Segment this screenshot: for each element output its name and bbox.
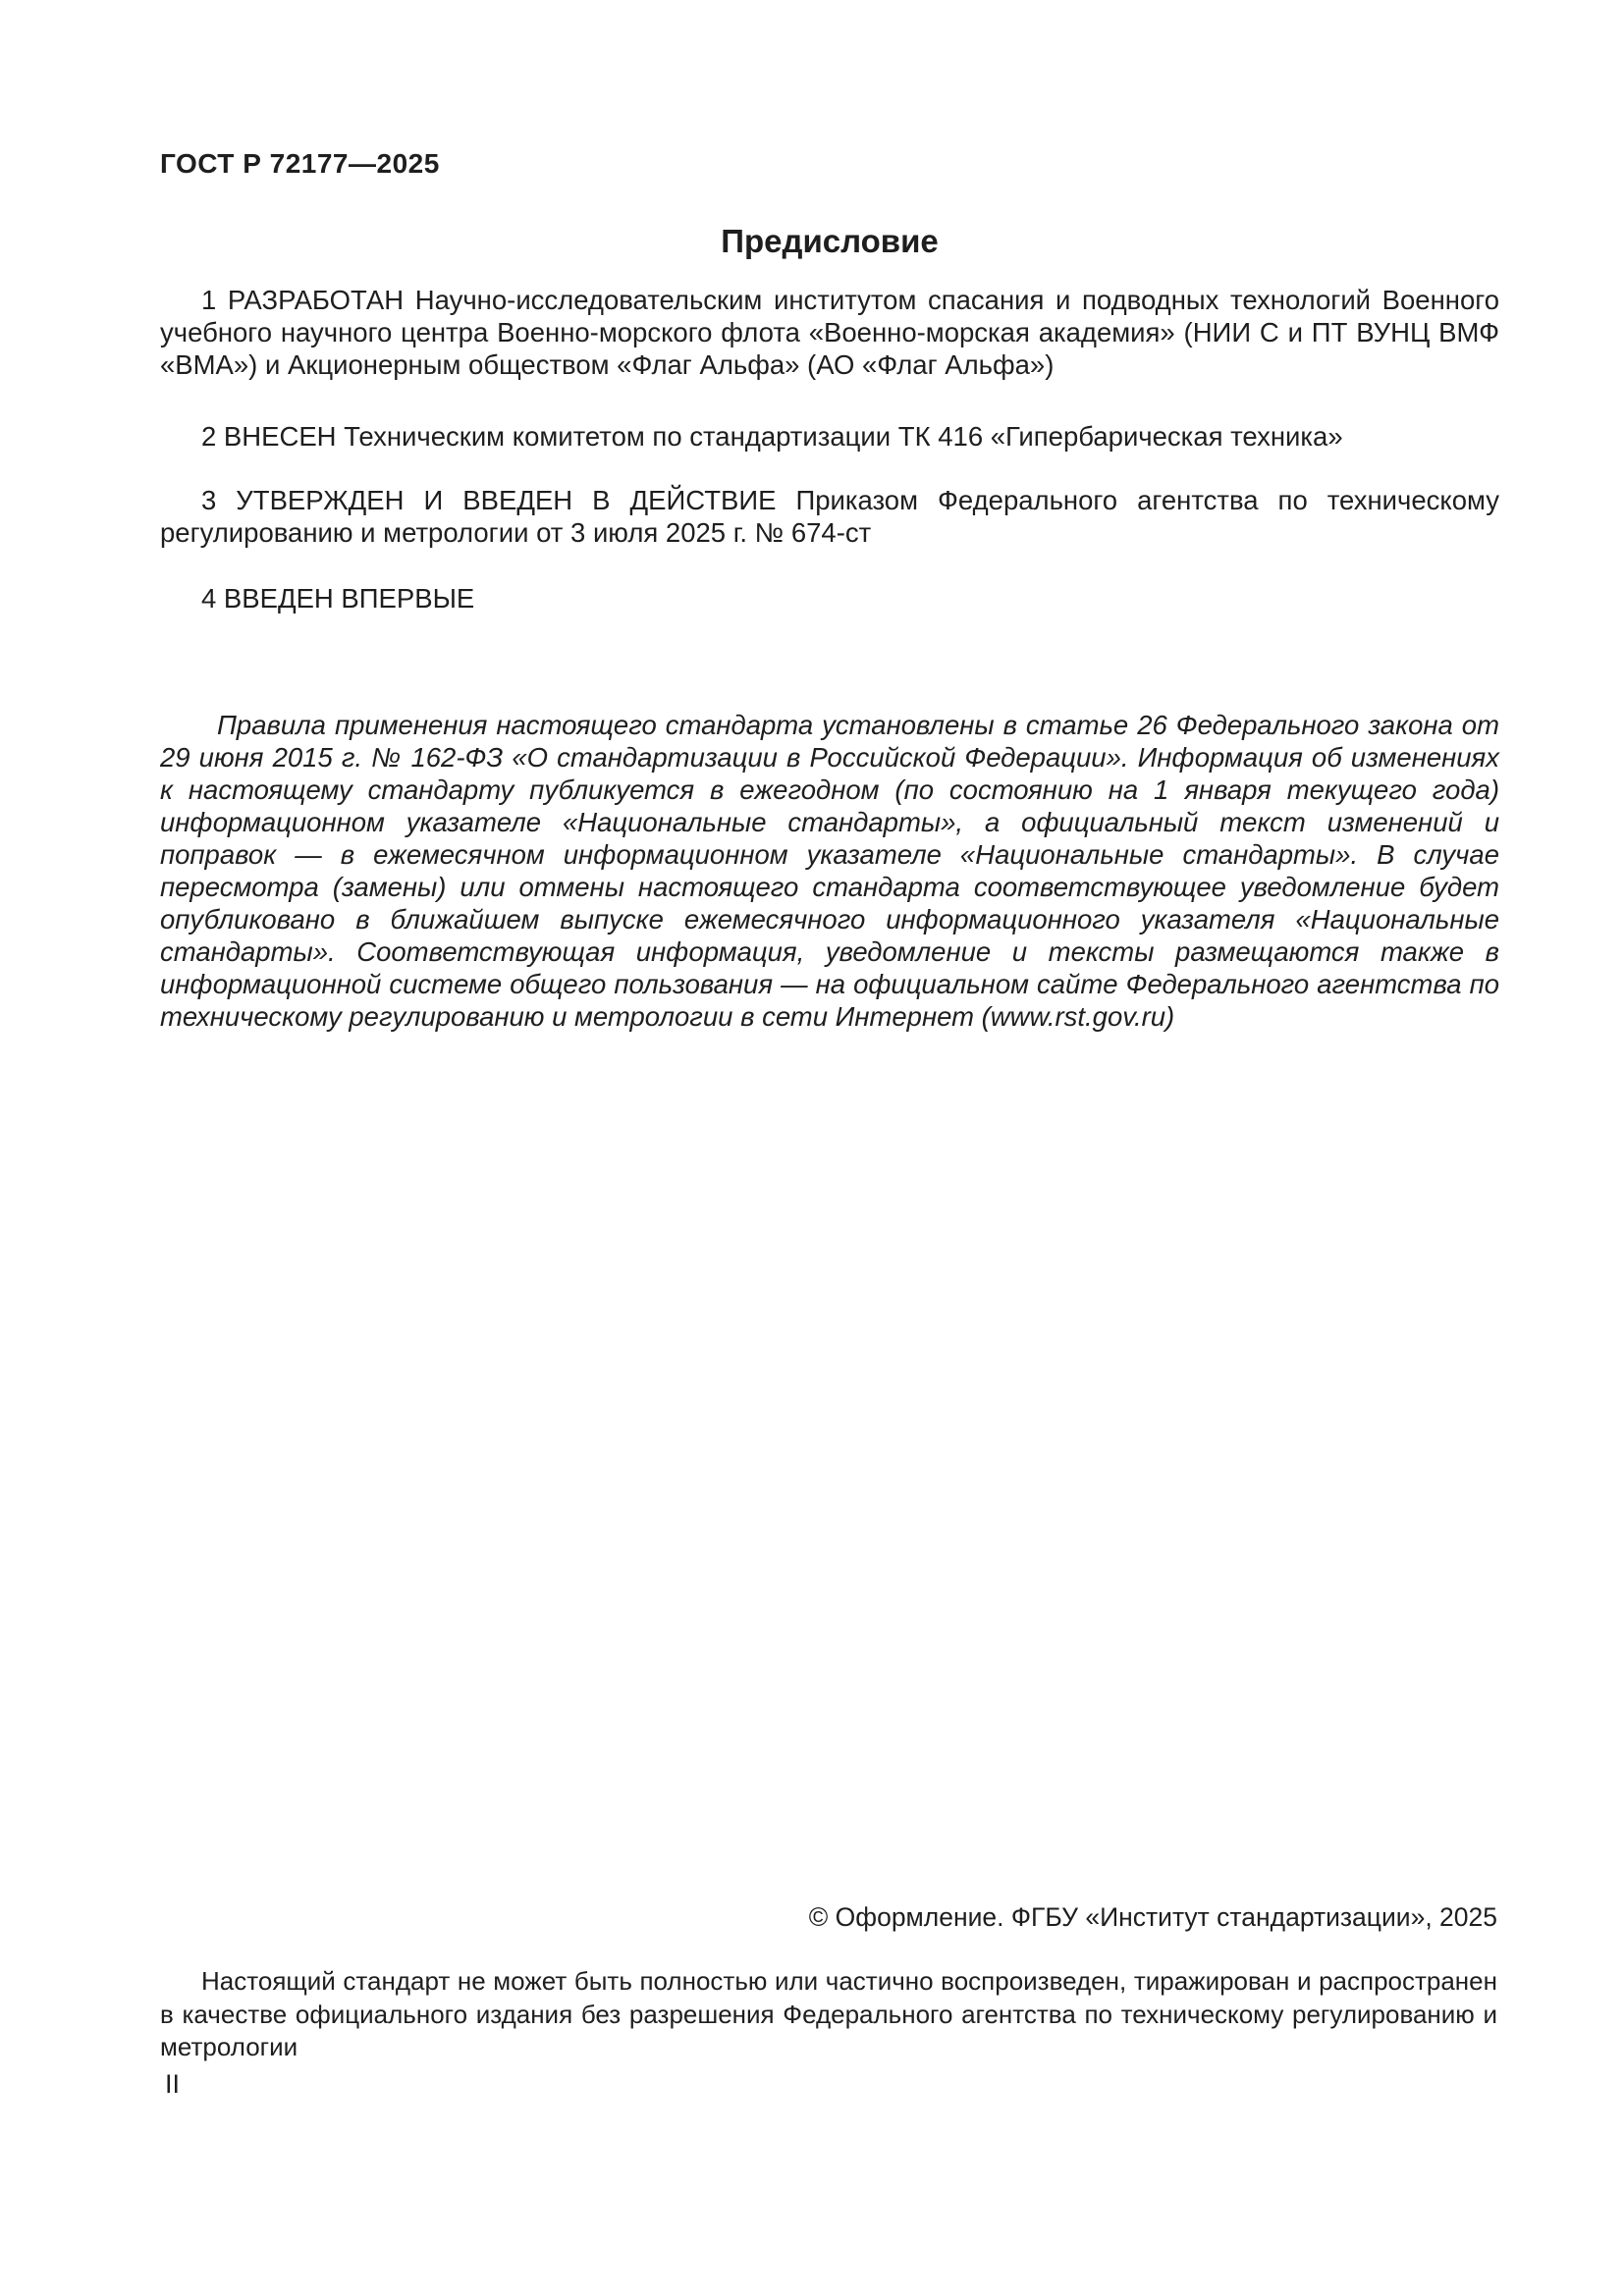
reproduction-restriction-note: Настоящий стандарт не может быть полностью или частично воспроизведен, тиражирован и распространен в качестве официального издания без разрешения Федерального агентства по техническому регулированию и метрологии <box>160 1966 1497 2061</box>
foreword-item-approved: 3 УТВЕРЖДЕН И ВВЕДЕН В ДЕЙСТВИЕ Приказом Федерального агентства по техническому регулированию и метрологии от 3 июля 2025 г. № 674-ст <box>160 485 1499 548</box>
foreword-item-developed: 1 РАЗРАБОТАН Научно-исследовательским институтом спасания и подводных технологий Военного учебного научного центра Военно-морского флота «Военно-морская академия» (НИИ С и ПТ ВУНЦ ВМФ «ВМА») и Акционерным обществом «Флаг Альфа» (АО «Флаг Альфа») <box>160 285 1499 380</box>
foreword-item-submitted: 2 ВНЕСЕН Техническим комитетом по стандартизации ТК 416 «Гипербарическая техника» <box>201 421 1343 452</box>
foreword-item-first-introduced: 4 ВВЕДЕН ВПЕРВЫЕ <box>201 583 475 614</box>
copyright-line: © Оформление. ФГБУ «Институт стандартизации», 2025 <box>808 1902 1497 1932</box>
doc-code-header: ГОСТ Р 72177—2025 <box>160 148 440 179</box>
page-number: II <box>165 2069 181 2099</box>
application-rules-note: Правила применения настоящего стандарта установлены в статье 26 Федерального закона от 29 июня 2015 г. № 162-ФЗ «О стандартизации в Российской Федерации». Информация об изменениях к настоящему стандарту публикуется в ежегодном (по состоянию на 1 января текущего года) информационном указателе «Национальные стандарты», а официальный текст изменений и поправок — в ежемесячном информационном указателе «Национальные стандарты». В случае пересмотра (замены) или отмены настоящего стандарта соответствующее уведомление будет опубликовано в ближайшем выпуске ежемесячного информационного указателя «Национальные стандарты». Соответствующая информация, уведомление и тексты размещаются также в информационной системе общего пользования — на официальном сайте Федерального агентства по техническому регулированию и метрологии в сети Интернет (www.rst.gov.ru) <box>160 710 1499 1032</box>
foreword-title: Предисловие <box>721 223 939 259</box>
